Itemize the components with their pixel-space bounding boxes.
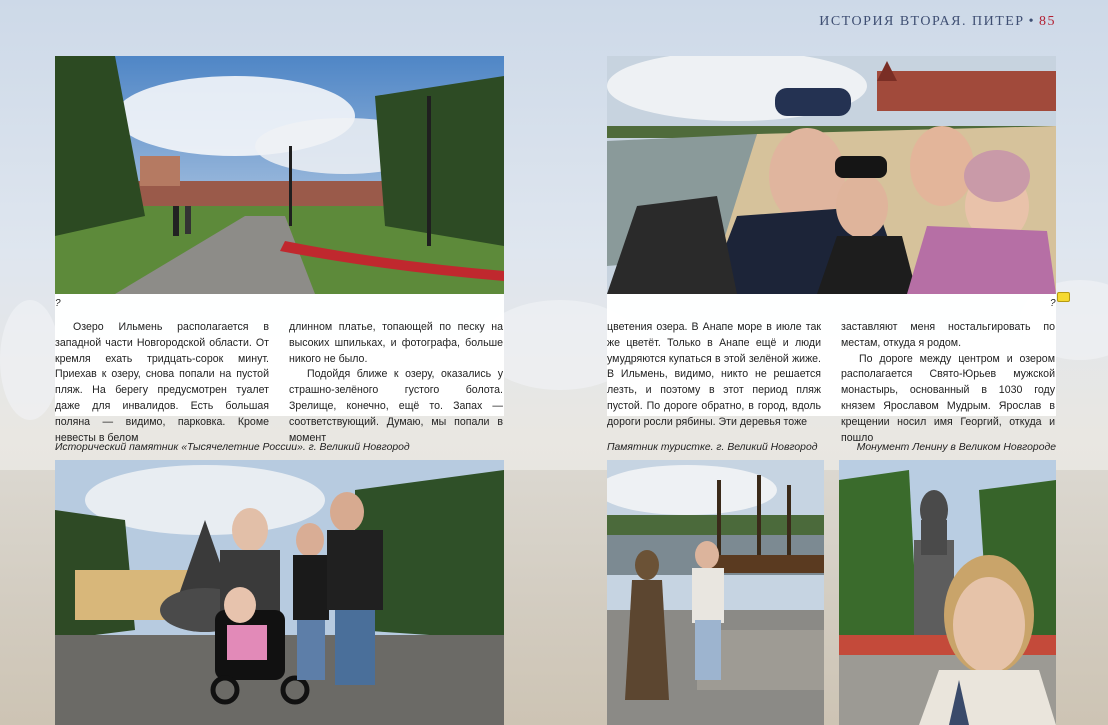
caption-lenin: Монумент Ленину в Великом Новгороде [856,442,1056,453]
photo-tourist-statue-image [607,460,824,725]
photo-millennium-monument [55,460,504,725]
question-mark-marker: ? [1050,298,1056,309]
question-mark-marker: ? [55,298,61,309]
paragraph: По дороге между центром и озером располагается Свято-Юрьев мужской монастырь, основанный в 1030 году князем Ярославом Мудрым. Ярослав в крещении носил имя Георгий, откуда и пошло [841,352,1055,444]
paragraph: Подойдя ближе к озеру, оказались у страшно-зелёного густого болота. Зрелище, конечно, ещё то. Запах — соответствующий. Думаю, мы попали в момент [289,368,503,444]
photo-kremlin-park-image [55,56,504,294]
photo-lenin-selfie-image [839,460,1056,725]
photo-family-river [607,56,1056,294]
text-column-1 [55,320,269,446]
paragraph: длинном платье, топающей по песку на высоких шпильках, и фотографа, больше никого не было. [289,321,503,365]
paragraph: заставляют меня ностальгировать по местам, откуда я родом. [841,321,1055,349]
text-column-4 [841,320,1055,446]
page-number: 85 [1039,14,1056,29]
header-separator: • [1028,14,1035,29]
text-column-3 [607,320,821,431]
paragraph: цветения озера. В Анапе море в июле так же цветёт. Только в Анапе ещё и люди умудряются купаться в этой зелёной жиже. В Ильмень, видимо, никто не решается лезть, и поэтому в этот период пляж пустой. По дороге обратно, в город, вдоль дороги росли рябины. Эти деревья тоже [607,321,821,428]
caption-millennium: Исторический памятник «Тысячелетние России». г. Великий Новгород [55,442,410,453]
paragraph: Озеро Ильмень располагается в западной части Новгородской области. От кремля ехать тридцать-сорок минут. Приехав к озеру, снова попали на пустой пляж. На берегу предусмотрен туалет даже для инвалидов. Есть большая поляна — видимо, парковка. Кроме невесты в белом [55,321,269,444]
photo-lenin-selfie [839,460,1056,725]
article-text-left [55,294,504,444]
section-title: ИСТОРИЯ ВТОРАЯ. ПИТЕР [819,14,1025,29]
running-header [819,14,1056,30]
comment-note-icon[interactable] [1057,292,1070,302]
photo-family-river-image [607,56,1056,294]
background-cloud [0,300,60,420]
article-text-right [607,294,1056,444]
photo-tourist-statue [607,460,824,725]
text-column-2 [289,320,503,446]
caption-tourist: Памятник туристке. г. Великий Новгород [607,442,818,453]
photo-millennium-image [55,460,504,725]
photo-kremlin-park [55,56,504,294]
